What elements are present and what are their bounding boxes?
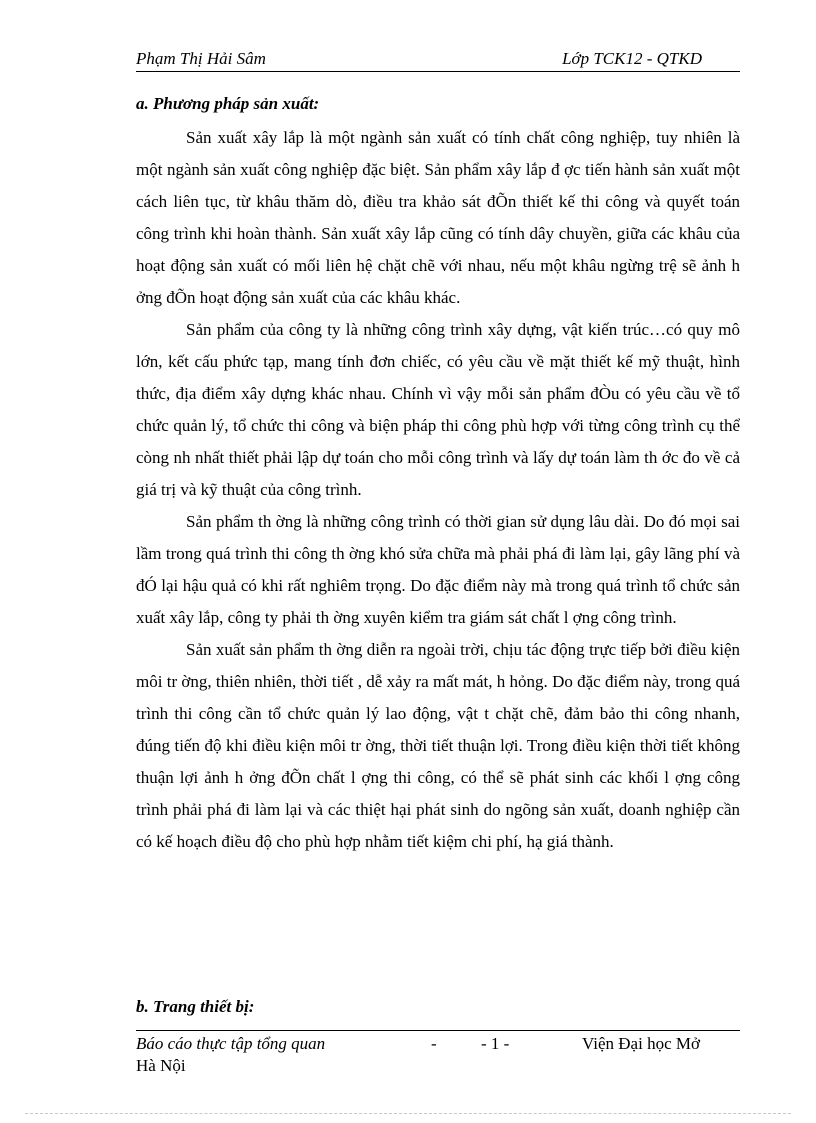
paragraph-4: Sản xuất sản phẩm th ờng diễn ra ngoài trời, chịu tác động trực tiếp bởi điều kiện môi tr ờng, thiên nhiên, thời tiết , dễ xảy ra mất mát, h hỏng. Do đặc điểm này, trong quá trình thi công cần tổ chức quản lý lao động, vật t chặt chẽ, đảm bảo thi công nhanh, đúng tiến độ khi điều kiện môi tr ờng, thời tiết thuận lợi. Trong điều kiện thời tiết không thuận lợi ảnh h ởng đÕn chất l ợng thi công, có thể sẽ phát sinh các khối l ợng công trình phải phá đi làm lại và các thiệt hại phát sinh do ngõng sản xuất, doanh nghiệp cần có kế hoạch điều độ cho phù hợp nhằm tiết kiệm chi phí, hạ giá thành. — [136, 640, 740, 851]
footer-report-title: Báo cáo thực tập tổng quan — [136, 1034, 326, 1053]
paragraph-2: Sản phẩm của công ty là những công trình xây dựng, vật kiến trúc…có quy mô lớn, kết cấu phức tạp, mang tính đơn chiếc, có yêu cầu về mặt thiết kế mỹ thuật, hình thức, địa điểm xây dựng khác nhau. Chính vì vậy mỗi sản phẩm đÒu có yêu cầu về tổ chức quản lý, tổ chức thi công và biện pháp thi công phù hợp với từng công trình cụ thể còng nh nhất thiết phải lập dự toán cho mỗi công trình và lấy dự toán làm th ớc đo về cả giá trị và kỹ thuật của công trình. — [136, 320, 740, 499]
header-author: Phạm Thị Hải Sâm — [136, 49, 266, 68]
footer-institution: Viện Đại học Mở — [582, 1034, 700, 1053]
footer-page-number: - 1 - — [481, 1034, 510, 1053]
section-b-heading: b. Trang thiết bị: — [136, 997, 255, 1016]
paragraph-1: Sản xuất xây lắp là một ngành sản xuất có tính chất công nghiệp, tuy nhiên là một ngành sản xuất công nghiệp đặc biệt. Sản phẩm xây lắp đ ợc tiến hành sản xuất một cách liên tục, từ khâu thăm dò, điều tra khảo sát đÕn thiết kế thi công và quyết toán công trình khi hoàn thành. Sản xuất xây lắp cũng có tính dây chuyền, giữa các khâu của hoạt động sản xuất có mối liên hệ chặt chẽ với nhau, nếu một khâu ngừng trệ sẽ ảnh h ởng đÕn hoạt động sản xuất của các khâu khác. — [136, 128, 740, 307]
paragraph-3: Sản phẩm th ờng là những công trình có thời gian sử dụng lâu dài. Do đó mọi sai lầm trong quá trình thi công th ờng khó sửa chữa mà phải phá đi làm lại, gây lãng phí và đÓ lại hậu quả có khi rất nghiêm trọng. Do đặc điểm này mà trong quá trình tổ chức sản xuất xây lắp, công ty phải th ờng xuyên kiểm tra giám sát chất l ợng công trình. — [136, 512, 740, 627]
page-header — [136, 49, 740, 72]
footer-institution-cont: Hà Nội — [136, 1056, 186, 1075]
body-content — [136, 92, 740, 858]
page-bottom-divider — [25, 1113, 791, 1114]
section-a-heading: a. Phương pháp sản xuất: — [136, 94, 320, 113]
header-class: Lớp TCK12 - QTKD — [562, 49, 702, 68]
footer-divider — [136, 1030, 740, 1031]
footer-dash: - — [431, 1034, 437, 1053]
